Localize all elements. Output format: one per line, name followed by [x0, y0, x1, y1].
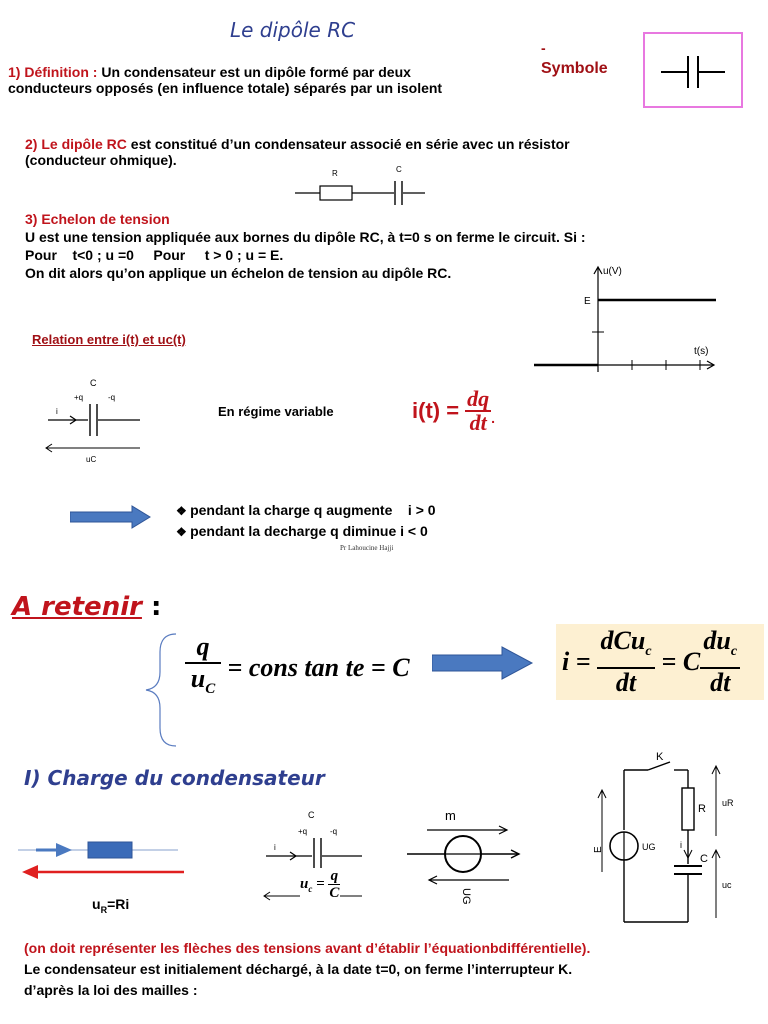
regime-text: En régime variable [218, 404, 334, 419]
charge-i-label: i [274, 843, 276, 852]
formula-dot: . [491, 410, 496, 426]
current-formula-lhs: i(t) = [412, 398, 466, 423]
dipole-rc-label: 2) Le dipôle RC [25, 136, 127, 152]
graph-e-label: E [584, 296, 591, 307]
retenir-colon: : [141, 592, 162, 622]
charge-text-block [24, 938, 754, 1001]
step-label: 3) Echelon de tension [25, 211, 170, 227]
definition-line2: conducteurs opposés (en influence totale) séparés par un isolent [8, 80, 443, 96]
dcu-dt-fraction: dCu$_c$ dt [597, 627, 655, 696]
step-line1: U est une tension appliquée aux bornes du dipôle RC, à t=0 s on ferme le circuit. Si : [25, 229, 586, 245]
rc-series-diagram [290, 160, 450, 210]
retenir-heading [12, 592, 161, 622]
rc-r-label: R [332, 169, 338, 178]
bullets-arrow-icon [70, 505, 152, 529]
rc-charge-circuit [588, 752, 748, 936]
resistor-convention-diagram [18, 830, 190, 886]
dq-dt-fraction [465, 388, 491, 434]
definition-block [8, 64, 528, 96]
circuit-uc-label: uc [722, 880, 732, 890]
generator-diagram [405, 800, 525, 910]
dipole-rc-line2: (conducteur ohmique). [25, 152, 177, 168]
q-over-uc-fraction [185, 632, 221, 704]
cap-uc-label: uC [86, 455, 97, 464]
page-title: Le dipôle RC [230, 18, 356, 42]
author-note: Pr Lahoucine Hajji [340, 544, 394, 552]
step-line2: Pour t<0 ; u =0 Pour t > 0 ; u = E. [25, 247, 284, 263]
generator-ug-label: UG [460, 888, 472, 905]
charge-title: I) Charge du condensateur [24, 766, 325, 790]
capacitor-charge-diagram [262, 806, 378, 926]
boxed-eq: = C [655, 647, 701, 676]
charge-line2: d’après la loi des mailles : [24, 982, 198, 998]
step-line3: On dit alors qu’on applique un échelon de tension au dipôle RC. [25, 265, 452, 281]
ur-label: $u_R=Ri$ [92, 896, 130, 915]
bullet-charge: ❖ pendant la charge q augmente i > 0 [176, 502, 436, 518]
generator-top-label: m [445, 808, 456, 823]
circuit-ug-label: UG [642, 842, 656, 852]
bullet-list [176, 500, 436, 542]
bullet-discharge: ❖ pendant la decharge q diminue i < 0 [176, 523, 428, 539]
rc-c-label: C [396, 165, 402, 174]
fraction-denominator: dt [469, 410, 487, 435]
step-voltage-graph [534, 262, 724, 378]
circuit-c-label: C [700, 853, 708, 865]
cap-plus-label: +q [74, 393, 84, 402]
current-formula [412, 388, 495, 434]
uc-q-over-c-formula: $u_c$ = q C [300, 868, 340, 901]
fraction-numerator: dq [467, 386, 490, 411]
symbol-box [643, 32, 743, 108]
uc-denominator: $u_C$ [190, 664, 216, 698]
circuit-ur-label: uR [722, 798, 734, 808]
capacitor-symbol-icon [645, 34, 741, 106]
circuit-i-label: i [680, 840, 682, 850]
dipole-rc-line1: est constitué d’un condensateur associé en série avec un résistor [126, 136, 570, 152]
retenir-formula [185, 632, 410, 704]
symbol-dash: - [541, 40, 546, 56]
circuit-r-label: R [698, 803, 706, 815]
relation-title: Relation entre i(t) et uc(t) [32, 332, 186, 347]
charge-line1: Le condensateur est initialement déchargé, à la date t=0, on ferme l’interrupteur K. [24, 961, 573, 977]
retenir-rhs: = cons tan te = C [221, 653, 410, 683]
charge-c-label: C [308, 810, 315, 820]
q-numerator: q [196, 632, 210, 661]
brace-icon [140, 630, 180, 750]
duc-dt-fraction: $du_c$ dt [700, 627, 740, 696]
symbol-label: Symbole [541, 60, 608, 77]
retenir-title: A retenir [12, 592, 142, 622]
current-capacitance-formula [556, 624, 764, 700]
charge-plus-label: +q [298, 827, 308, 836]
charge-note: (on doit représenter les flèches des tensions avant d’établir l’équationbdifférentielle). [24, 940, 591, 956]
cap-minus-label: -q [108, 393, 116, 402]
boxed-i: i = [562, 647, 598, 676]
circuit-e-label: E [593, 846, 604, 853]
cap-c-label: C [90, 378, 97, 388]
charge-minus-label: -q [330, 827, 338, 836]
graph-x-label: t(s) [694, 346, 709, 357]
definition-label: 1) Définition : [8, 64, 102, 80]
circuit-k-label: K [656, 752, 664, 763]
capacitor-current-diagram [40, 378, 160, 468]
cap-i-label: i [56, 407, 58, 416]
retenir-arrow-icon [432, 645, 536, 681]
graph-y-label: u(V) [603, 266, 622, 277]
definition-line1: Un condensateur est un dipôle formé par deux [101, 64, 411, 80]
